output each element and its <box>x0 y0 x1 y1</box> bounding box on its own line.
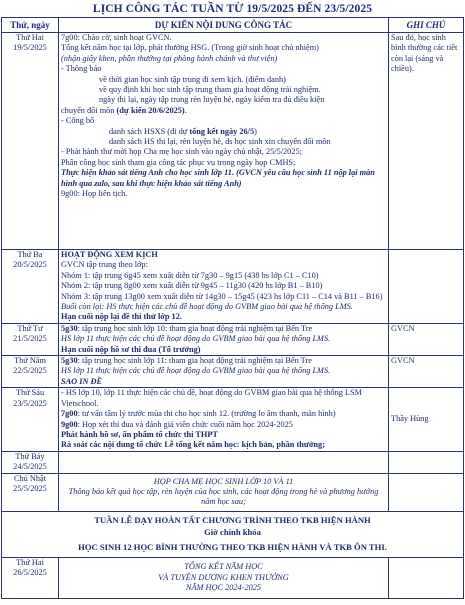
schedule-table <box>1 17 464 599</box>
content-line: Nhóm 3: tập trung 13g00 xem xuất diễn từ 14g30 – 15g45 (423 hs lớp C11 – C14 và B11 – B16) <box>61 291 383 301</box>
content-text: : tập trung học sinh lớp 10: tham gia hoạt động trải nghiệm tại Bến Tre <box>77 323 313 333</box>
header-row <box>2 18 464 33</box>
content-line: (nhận giấy khen, phần thưởng tại phòng hành chánh và thư viện) <box>61 53 278 63</box>
content-line <box>61 324 386 334</box>
content-friday <box>59 388 389 451</box>
content-line <box>61 106 386 116</box>
content-line: - Thông báo <box>61 64 102 74</box>
day-cell-monday <box>2 33 59 250</box>
day-date: 21/5/2025 <box>13 334 47 344</box>
note-monday: Sau đó, học sinh bình thường các tiết còn lại (sáng và chiều). <box>389 33 464 250</box>
content-text-bold: 9g00 <box>61 419 78 429</box>
content-monday <box>59 33 389 250</box>
content-line: - HS lớp 10, lớp 11 thực hiện các chủ đề, hoạt động do GVBM giao bài qua hệ thống LSM Vietschool. <box>61 388 363 408</box>
note-thursday: GVCN <box>389 356 464 388</box>
day-label: Thứ Hai <box>16 557 44 567</box>
banner-line: Giờ chính khóa <box>204 526 261 537</box>
content-line: Rà soát các nội dung tổ chức Lễ tổng kết năm học: kịch bản, phần thưởng; <box>61 440 325 450</box>
content-line: VÀ TUYÊN DƯƠNG KHEN THƯỞNG <box>158 572 289 582</box>
day-cell-saturday <box>2 451 59 473</box>
page-title: LỊCH CÔNG TÁC TUẦN TỪ 19/5/2025 ĐẾN 23/5/2025 <box>92 3 373 15</box>
row-banner <box>2 511 464 557</box>
day-date: 26/5/2025 <box>13 568 47 578</box>
content-saturday <box>59 451 389 473</box>
row-friday <box>2 388 464 451</box>
day-label: Chủ Nhật <box>13 473 47 483</box>
day-cell-tuesday <box>2 250 59 324</box>
content-text-bold: (dự kiến 20/6/2025) <box>116 105 185 115</box>
day-cell-monday-26 <box>2 557 59 598</box>
day-cell-sunday <box>2 473 59 511</box>
content-line: NĂM HỌC 2024-2025 <box>185 582 262 592</box>
note-monday-26 <box>389 557 464 598</box>
content-line: HS lớp 11 thực hiện các chủ đề hoạt động do GVBM giao bài qua hệ thống LMS. <box>61 366 331 376</box>
content-line: - Phát hành thư mời họp Cha mẹ học sinh vào ngày chủ nhật, 25/5/2025; <box>61 147 302 157</box>
content-text: chuyển đổi môn <box>61 105 117 115</box>
header-content: DỰ KIẾN NỘI DUNG CÔNG TÁC <box>59 18 389 33</box>
content-text: . <box>184 105 187 115</box>
content-line: Buổi còn lại: HS thực hiện các chủ đề hoạt động do GVBM giao bài qua hệ thống LMS. <box>61 302 353 312</box>
content-line <box>61 409 386 419</box>
row-thursday <box>2 356 464 388</box>
content-line: Nhóm 2: tập trung 8g00 xem xuất diễn từ 9g45 – 11g30 (420 hs lớp B1 – B10) <box>61 281 323 291</box>
day-cell-wednesday <box>2 323 59 355</box>
content-line: Hạn cuối nộp hồ sơ thi đua (Tổ trưởng) <box>61 344 201 354</box>
content-line: HS lớp 11 thực hiện các chủ đề hoạt động do GVBM giao bài qua hệ thống LMS. <box>61 334 331 344</box>
note-wednesday: GVCN <box>389 323 464 355</box>
day-label: Thứ Hai <box>16 33 44 42</box>
note-saturday <box>389 451 464 473</box>
day-label: Thứ Tư <box>17 323 43 333</box>
day-label: Thứ Sáu <box>15 388 45 398</box>
content-line: danh sách HS thi lại, rèn luyện hè, ds học sinh xin chuyển đổi môn <box>109 137 331 147</box>
note-tuesday <box>389 250 464 324</box>
row-monday-26 <box>2 557 464 598</box>
content-text-bold: 5g30 <box>61 356 78 366</box>
content-line: Tổng kết năm học tại lớp, phát thưởng HSG. (Trong giờ sinh hoạt chủ nhiệm) <box>61 43 319 53</box>
content-line: Hạn cuối nộp lại đề thi thử lớp 12. <box>61 312 182 322</box>
banner-cell <box>2 511 464 557</box>
content-monday-26 <box>59 557 389 598</box>
content-line: Phát hành hồ sơ, ấn phẩm tổ chức thi THPT <box>61 429 218 439</box>
content-line: - Công bố <box>61 116 95 126</box>
content-text: ) <box>254 126 257 136</box>
day-cell-friday <box>2 388 59 451</box>
header-day: Thứ, ngày <box>2 18 59 33</box>
content-line: Thực hiện khảo sát tiếng Anh cho học sinh lớp 11. (GVCN yêu cầu học sinh 11 nộp lại màn hình qua zalo, sau khi thực hiện khảo sát tiếng Anh) <box>61 168 375 188</box>
day-label: Thứ Bảy <box>15 451 45 461</box>
banner-line: TUẦN LỄ DẠY HOÀN TẤT CHƯƠNG TRÌNH THEO TKB HIỆN HÀNH <box>94 514 371 525</box>
content-text-bold: tổng kết ngày 26/5 <box>189 126 255 136</box>
note-friday: Thầy Hùng <box>389 388 464 451</box>
content-text: danh sách HSXS (đi dự <box>109 126 190 136</box>
content-line: về quy định khi học sinh tập trung tham gia hoạt động trải nghiệm. <box>99 85 321 95</box>
content-heading: HOẠT ĐỘNG XEM KỊCH <box>61 250 158 259</box>
content-text-bold: 7g00 <box>61 409 78 419</box>
day-date: 25/5/2025 <box>13 483 47 493</box>
day-date: 19/5/2025 <box>13 43 47 53</box>
content-line: HỌP CHA MẸ HỌC SINH LỚP 10 VÀ 11 <box>153 476 294 486</box>
note-sunday <box>389 473 464 511</box>
content-line: TỔNG KẾT NĂM HỌC <box>184 562 263 572</box>
row-sunday <box>2 473 464 511</box>
content-line: SAO IN ĐỀ <box>61 376 103 386</box>
content-line <box>61 420 386 430</box>
content-line: Nhóm 1: tập trung 6g45 xem xuất diễn từ 7g30 – 9g15 (438 hs lớp C1 – C10) <box>61 270 319 280</box>
content-text-bold: 5g30 <box>61 323 78 333</box>
content-line <box>61 356 386 366</box>
day-date: 24/5/2025 <box>13 462 47 472</box>
day-label: Thứ Ba <box>17 250 43 259</box>
row-wednesday <box>2 323 464 355</box>
content-line: GVCN tập trung theo lớp: <box>61 260 148 270</box>
row-monday <box>2 33 464 250</box>
content-wednesday <box>59 323 389 355</box>
content-tuesday <box>59 250 389 324</box>
row-tuesday <box>2 250 464 324</box>
content-thursday <box>59 356 389 388</box>
content-line: 9g00: Họp liên tịch. <box>61 189 128 199</box>
day-date: 22/5/2025 <box>13 366 47 376</box>
day-date: 23/5/2025 <box>13 398 47 408</box>
content-line: 7g00: Chào cờ, sinh hoạt GVCN. <box>61 33 172 42</box>
row-saturday <box>2 451 464 473</box>
day-date: 20/5/2025 <box>13 260 47 270</box>
content-line: Thông báo kết quả học tập, rèn luyện của học sinh, các hoạt động trong hè và phương hướng năm học sau; <box>68 486 379 507</box>
content-text: : Họp xét thi đua và đánh giá viên chức cuối năm học 2024-2025 <box>77 419 293 429</box>
content-sunday <box>59 473 389 511</box>
content-line: Phân công học sinh tham gia công tác phục vụ trong ngày họp CMHS; <box>61 157 296 167</box>
content-line: ngày thi lại, ngày tập trung rèn luyện hè, ngày kiểm tra đủ điều kiện <box>99 95 325 105</box>
content-line <box>61 127 386 137</box>
header-note: GHI CHÚ <box>389 18 464 33</box>
content-text: : tập trung học sinh lớp 11: tham gia hoạt động trải nghiệm tại Bến Tre <box>77 356 312 366</box>
content-line: về thời gian học sinh tập trung đi xem kịch. (điểm danh) <box>99 74 286 84</box>
content-text: : tư vấn tâm lý trước mùa thi cho học sinh 12. (trường lo âm thanh, màn hình) <box>77 409 336 419</box>
day-label: Thứ Năm <box>14 356 46 366</box>
banner-line: HỌC SINH 12 HỌC BÌNH THƯỜNG THEO TKB HIỆN HÀNH VÀ TKB ÔN THI. <box>78 541 387 552</box>
day-cell-thursday <box>2 356 59 388</box>
